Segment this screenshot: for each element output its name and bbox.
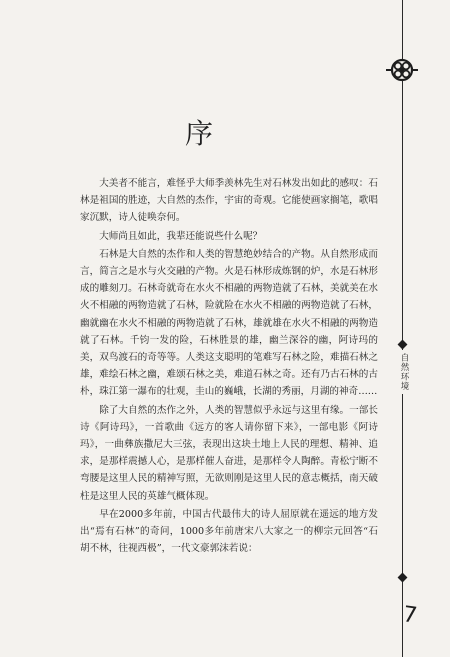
page-number: 7 xyxy=(401,602,419,629)
paragraph-3: 石林是大自然的杰作和人类的智慧绝妙结合的产物。从自然形成而言，简言之是水与火交融的产物。火是石林形成炼钢的炉，水是石林形成的雕刻刀。石林奇就奇在水火不相融的两物造就了石林，美就美在水火不相融的两物造就了石林，险就险在水火不相融的两物造就了石林，幽就幽在水火不相融的两物造就了石林，雄就雄在水火不相融的两物造就了石林。千钧一发的险，石林胜景的雄，幽兰深谷的幽，阿诗玛的美，双鸟渡石的奇等等。人类这支聪明的笔难写石林之险，难描石林之雄，难绘石林之幽，难颂石林之美，难道石林之奇。还有乃古石林的古朴，珠江第一瀑布的壮观，圭山的巍峨，长湖的秀丽，月湖的神奇…… xyxy=(80,248,378,398)
paragraph-4: 除了大自然的杰作之外，人类的智慧似乎永远与这里有缘。一部长诗《阿诗玛》，一首歌曲《远方的客人请你留下来》，一部电影《阿诗玛》，一曲彝族撒尼大三弦，表现出这块土地上人民的理想、精神、追求，是那样震撼人心，是那样催人奋进，是那样令人陶醉。青松宁断不弯腰是这里人民的精神写照，无欲则刚是这里人民的意志概括，南天破柱是这里人民的英雄气概体现。 xyxy=(80,404,378,502)
section-side-label: 自然环境 xyxy=(394,350,410,394)
diamond-marker-bottom xyxy=(398,573,408,583)
diamond-marker-top xyxy=(398,340,408,350)
margin-rule xyxy=(402,0,403,657)
page-title: 序 xyxy=(184,117,215,150)
paragraph-2: 大师尚且如此，我辈还能说些什么呢？ xyxy=(99,230,263,242)
knot-ornament-icon xyxy=(386,56,418,84)
body-text xyxy=(80,175,378,557)
paragraph-5: 早在2000多年前，中国古代最伟大的诗人屈原就在遥远的地方发出“焉有石林”的奇问，1000多年前唐宋八大家之一的柳宗元回答“石胡不林，往视西极”，一代文豪郭沫若说： xyxy=(80,508,378,555)
paragraph-1: 大美者不能言，难怪乎大师季羡林先生对石林发出如此的感叹：石林是祖国的胜迹，大自然的杰作，宇宙的奇观。它能使画家搁笔，歌唱家沉默，诗人徒唤奈何。 xyxy=(80,178,378,224)
